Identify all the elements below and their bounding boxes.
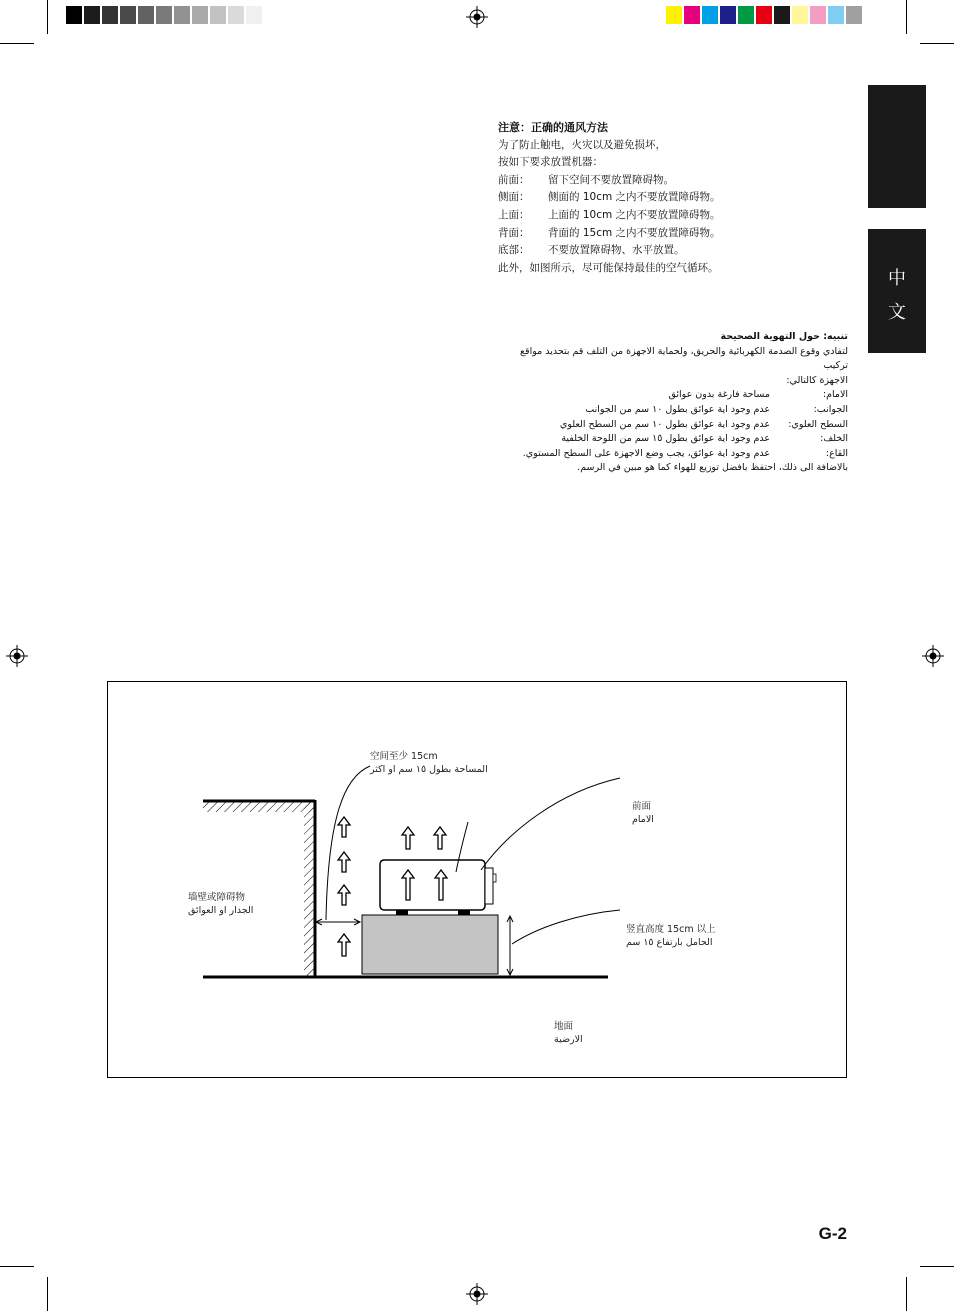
- calibration-swatch: [846, 6, 864, 24]
- arabic-notice-closing: بالاضافة الى ذلك، احتفظ بافضل توزيع للهواء كما هو مبين في الرسم.: [577, 462, 848, 474]
- registration-target-icon: [466, 1283, 488, 1305]
- stand-height-arrow: [507, 916, 513, 975]
- calibration-swatch: [192, 6, 210, 24]
- calibration-swatch: [774, 6, 792, 24]
- arabic-notice-row: الخلف: عدم وجود اية عوائق بطول ١٥ سم من اللوحة الخلفية: [561, 433, 848, 445]
- registration-target-icon: [6, 645, 28, 667]
- chinese-notice-row: 前面： 留下空间不要放置障碍物。: [498, 173, 674, 186]
- ventilation-diagram-drawing: [108, 682, 846, 1077]
- calibration-swatch: [666, 6, 684, 24]
- stand-height-label: 竖直高度 15cm 以上 الحامل بارتفاع ١٥ سم: [626, 924, 716, 948]
- calibration-swatch: [828, 6, 846, 24]
- arabic-ventilation-notice: [498, 330, 848, 476]
- crop-mark: [920, 1266, 954, 1267]
- crop-mark: [0, 1266, 34, 1267]
- calibration-swatch: [720, 6, 738, 24]
- calibration-swatch: [156, 6, 174, 24]
- wall-obstacle-graphic: [203, 800, 315, 976]
- calibration-swatch: [174, 6, 192, 24]
- crop-mark: [47, 0, 48, 34]
- calibration-swatch: [738, 6, 756, 24]
- arabic-notice-intro: الاجهزة كالتالي:: [786, 374, 848, 386]
- wall-label: 墙壁或障碍物 الجدار او العوائق: [188, 892, 254, 916]
- registration-target-icon: [922, 645, 944, 667]
- calibration-swatch: [756, 6, 774, 24]
- calibration-swatch: [684, 6, 702, 24]
- chinese-notice-intro: 按如下要求放置机器：: [498, 156, 603, 169]
- chinese-notice-row: 侧面： 侧面的 10cm 之内不要放置障碍物。: [498, 191, 721, 204]
- calibration-swatch: [228, 6, 246, 24]
- calibration-swatch: [210, 6, 228, 24]
- chinese-notice-row: 底部： 不要放置障碍物、水平放置。: [498, 244, 685, 257]
- arabic-notice-row: الامام: مساحة فارغة بدون عوائق: [668, 389, 848, 401]
- crop-mark: [920, 43, 954, 44]
- page-number: G-2: [818, 1224, 847, 1243]
- arabic-notice-row: القاع: عدم وجود اية عوائق، يجب وضع الاجهزة على السطح المستوي.: [522, 447, 848, 459]
- calibration-swatch: [66, 6, 84, 24]
- chinese-notice-row: 上面： 上面的 10cm 之内不要放置障碍物。: [498, 208, 721, 221]
- calibration-swatch: [138, 6, 156, 24]
- crop-mark: [906, 1277, 907, 1311]
- registration-target-icon: [466, 6, 488, 28]
- calibration-swatch: [84, 6, 102, 24]
- grayscale-calibration-bar: [66, 6, 264, 24]
- chinese-notice-intro: 为了防止触电，火灾以及避免损坏，: [498, 138, 666, 151]
- chinese-notice-closing: 此外，如图所示，尽可能保持最佳的空气循环。: [498, 261, 719, 274]
- arabic-notice-title: تنبيه: حول التهوية الصحيحة: [720, 331, 848, 342]
- crop-mark: [0, 43, 34, 44]
- color-calibration-bar: [666, 6, 864, 24]
- rear-space-arrow: [316, 919, 360, 925]
- front-label: 前面 الامام: [632, 801, 654, 825]
- chinese-notice-row: 背面： 背面的 15cm 之内不要放置障碍物。: [498, 226, 721, 239]
- stand-graphic: [362, 915, 498, 974]
- chinese-ventilation-notice: [498, 119, 743, 277]
- calibration-swatch: [120, 6, 138, 24]
- crop-mark: [47, 1277, 48, 1311]
- calibration-swatch: [246, 6, 264, 24]
- calibration-swatch: [702, 6, 720, 24]
- receiver-unit-graphic: [380, 860, 496, 915]
- chinese-notice-title: 注意：正确的通风方法: [498, 121, 608, 134]
- crop-mark: [906, 0, 907, 34]
- arabic-notice-row: السطح العلوي: عدم وجود اية عوائق بطول ١٠ سم من السطح العلوي: [559, 418, 848, 430]
- arabic-notice-row: الجوانب: عدم وجود اية عوائق بطول ١٠ سم من الجوانب: [585, 403, 848, 415]
- language-tab-inactive: [868, 85, 926, 208]
- floor-label: 地面 الارضية: [554, 1021, 583, 1045]
- language-tab-label: 中 文: [888, 268, 906, 323]
- ventilation-diagram: [107, 681, 847, 1078]
- arabic-notice-intro: لتفادي وقوع الصدمة الكهربائية والحريق، ولحماية الاجهزة من التلف قم بتحديد مواقع تركيب: [520, 345, 848, 372]
- calibration-swatch: [792, 6, 810, 24]
- calibration-swatch: [810, 6, 828, 24]
- space-label: 空间至少 15cm المساحة بطول ١٥ سم او اكثر: [370, 751, 488, 775]
- calibration-swatch: [102, 6, 120, 24]
